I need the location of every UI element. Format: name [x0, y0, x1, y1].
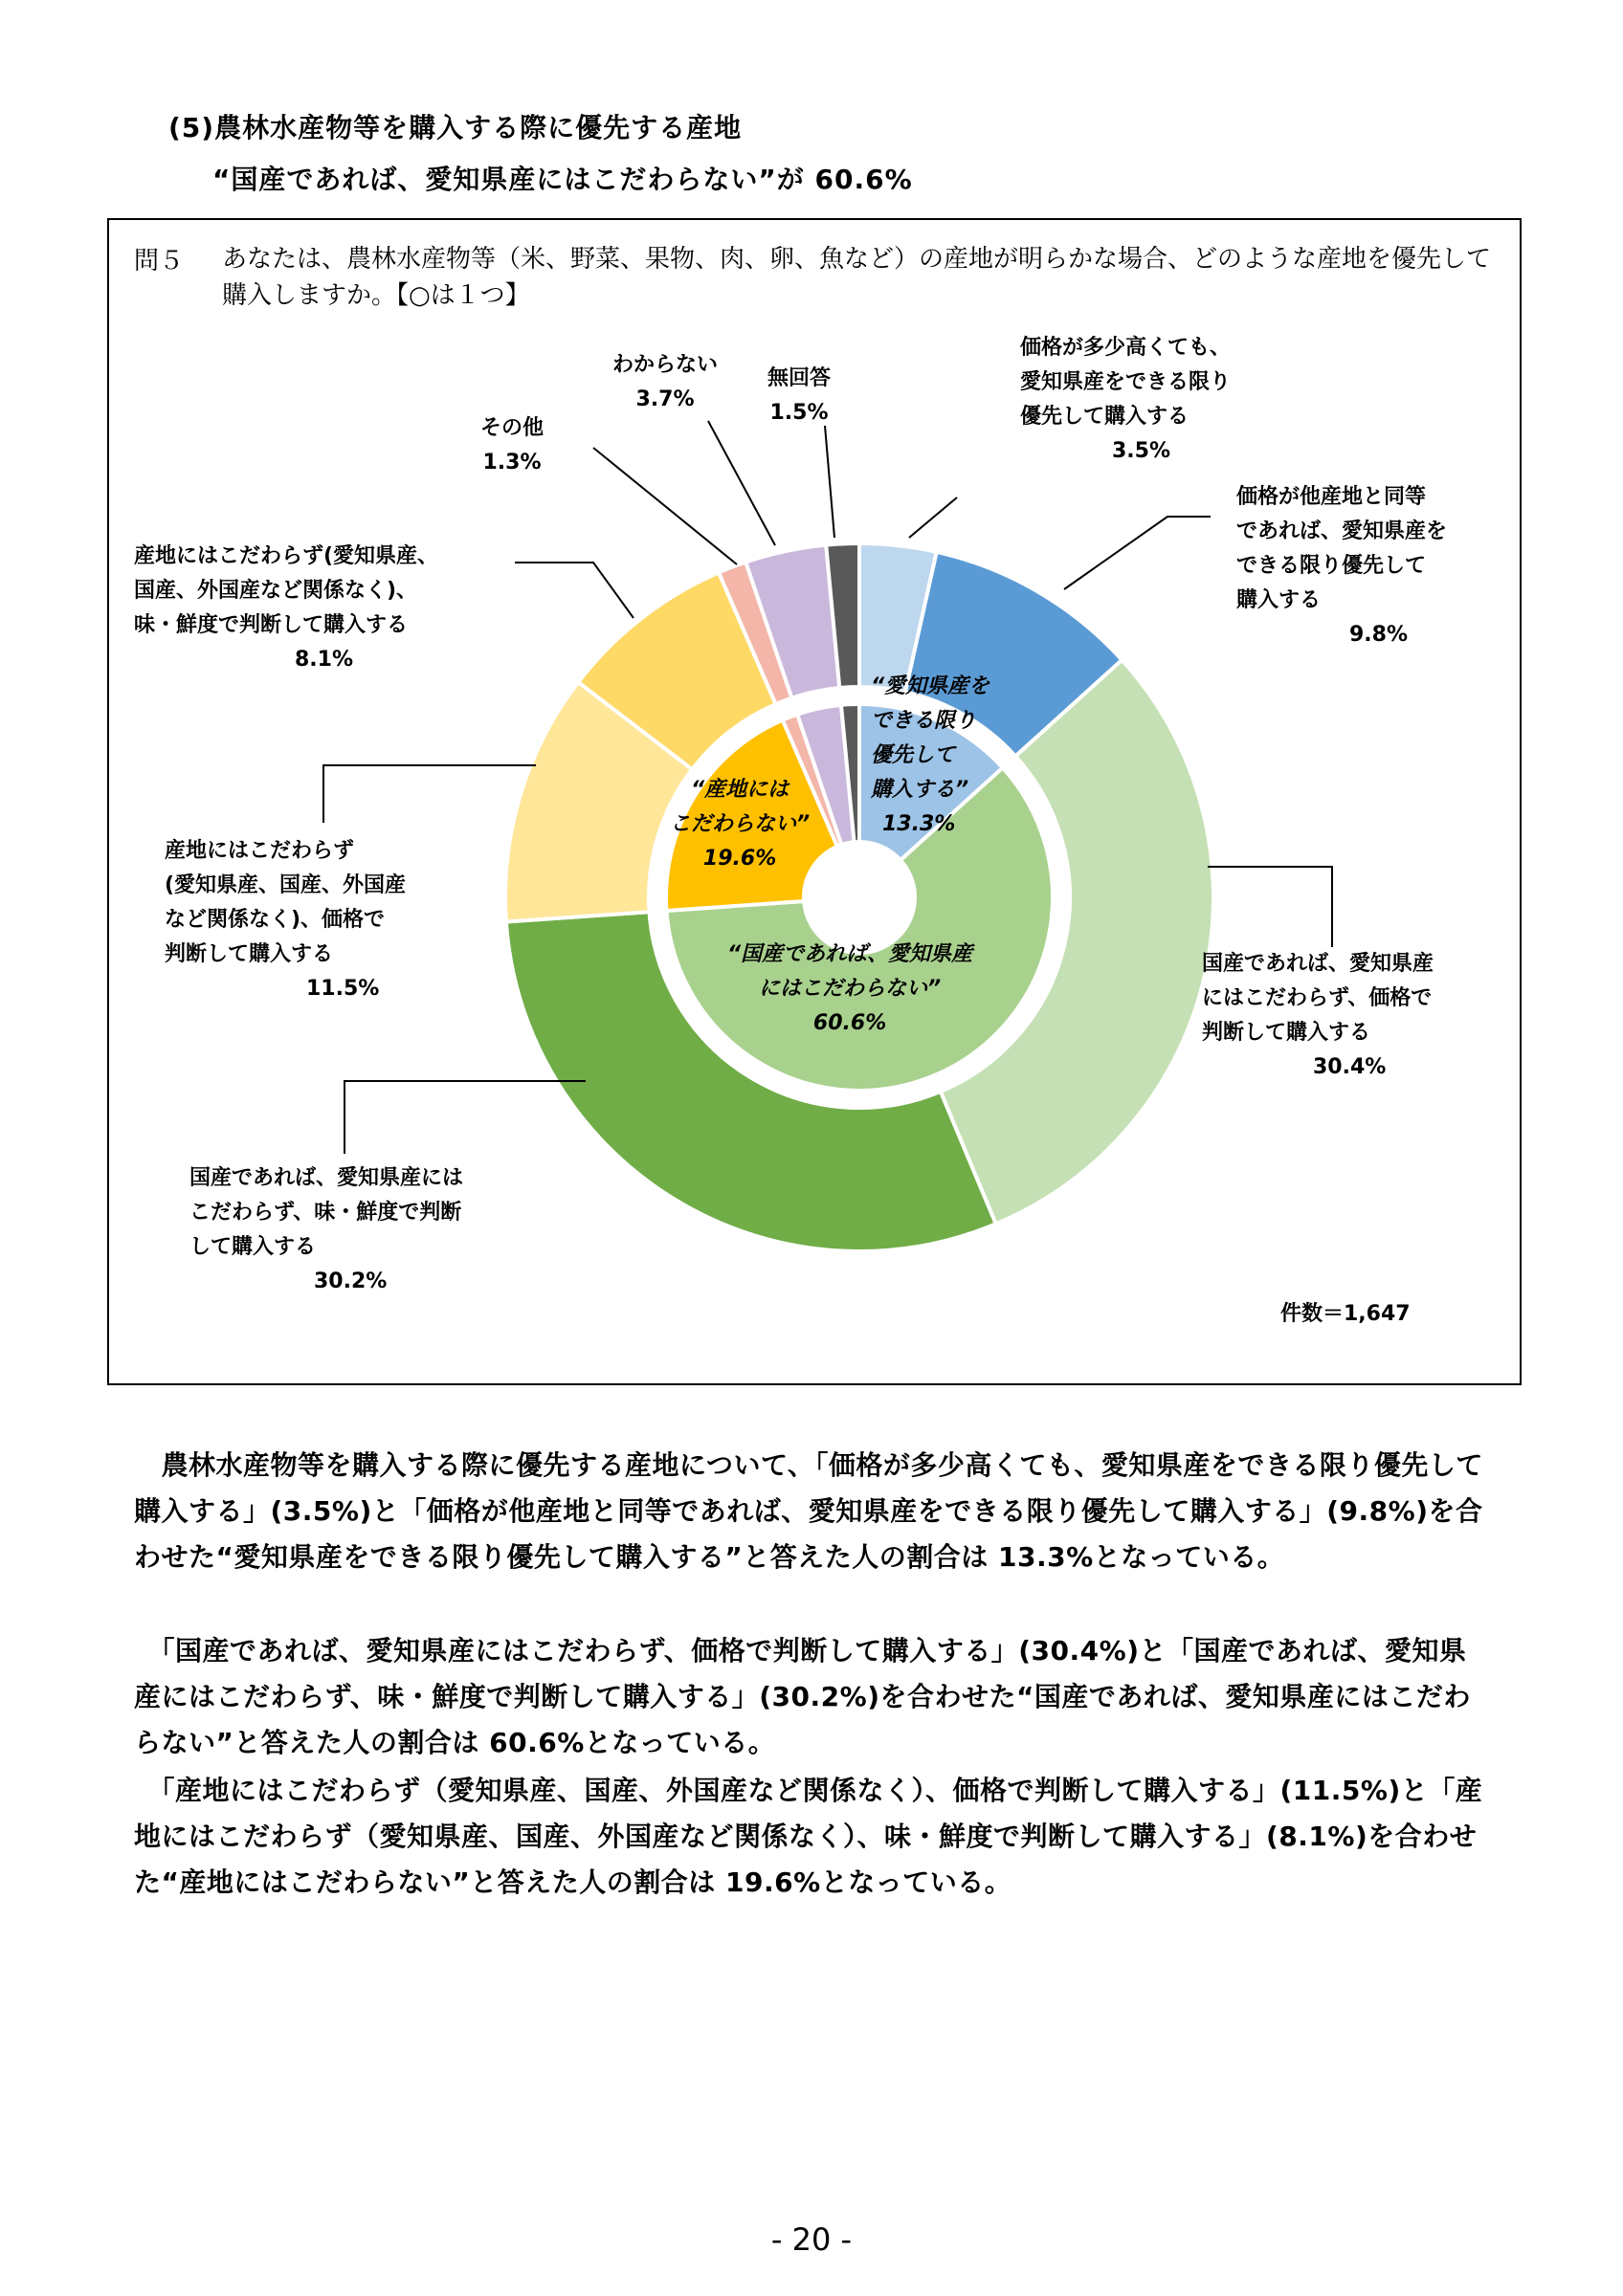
page-number: - 20 -: [770, 2221, 853, 2258]
paragraph: 農林水産物等を購入する際に優先する産地について、「価格が多少高くても、愛知県産をできる限り優先して購入する」(3.5%)と「価格が他産地と同等であれば、愛知県産をできる限り優先して購入する」(9.8%)を合わせた“愛知県産をできる限り優先して購入する”と答えた人の割合は 13.3%となっている。: [134, 1449, 1483, 1573]
label-line: など関係なく)、価格で: [165, 908, 386, 932]
label-line: 購入する: [1236, 588, 1322, 612]
leader-line-any-price: [323, 765, 536, 823]
label-same-price: [1236, 480, 1447, 652]
label-no-answer: [767, 362, 831, 430]
paragraph: 「産地にはこだわらず（愛知県産、国産、外国産など関係なく）、価格で判断して購入する」(11.5%)と「産地にはこだわらず（愛知県産、国産、外国産など関係なく）、味・鮮度で判断して購入する」(8.1%)を合わせた“産地にはこだわらない”と答えた人の割合は 19.6%となっている。: [134, 1775, 1483, 1898]
paragraph: 「国産であれば、愛知県産にはこだわらず、価格で判断して購入する」(30.4%)と「国産であれば、愛知県産にはこだわらず、味・鮮度で判断して購入する」(30.2%)を合わせた“国産であれば、愛知県産にはこだわらない”と答えた人の割合は 60.6%となっている。: [134, 1635, 1471, 1758]
label-line: その他: [480, 416, 545, 440]
label-line: 価格が多少高くても、: [1020, 336, 1232, 360]
label-line: 産地にはこだわらず(愛知県産、: [134, 544, 439, 568]
label-line: 無回答: [767, 366, 832, 390]
label-pct: 30.4%: [1313, 1055, 1387, 1079]
label-line: にはこだわらず、価格で: [1202, 986, 1433, 1010]
leader-line-dont-know: [708, 421, 775, 545]
label-any-price: [165, 834, 406, 1006]
question-number: 問５: [134, 247, 185, 276]
donut-hole: [804, 842, 915, 953]
label-line: 味・鮮度で判断して購入する: [134, 613, 409, 637]
label-line: 判断して購入する: [165, 942, 334, 966]
label-line: できる限り優先して: [1236, 554, 1427, 578]
label-line: 優先して購入する: [1020, 405, 1189, 429]
label-line: 愛知県産をできる限り: [1020, 370, 1232, 394]
label-pct: 30.2%: [314, 1269, 388, 1293]
label-line: “国産であれば、愛知県産: [727, 942, 973, 966]
leader-line-same-price: [1064, 517, 1211, 589]
section-subheading: “国産であれば、愛知県産にはこだわらない”が 60.6%: [212, 164, 913, 195]
label-line: “愛知県産を: [871, 674, 990, 698]
label-line: して購入する: [189, 1235, 317, 1259]
leader-line-other: [593, 448, 737, 564]
leader-line-domestic-price: [1208, 867, 1332, 947]
label-pct: 9.8%: [1349, 623, 1409, 647]
label-pct: 1.5%: [769, 401, 829, 425]
inner-label-aichi: [871, 670, 989, 842]
label-pct: 3.5%: [1112, 439, 1171, 463]
label-pct: 8.1%: [295, 648, 354, 672]
inner-label-any: [670, 773, 810, 876]
label-line: にはこだわらない”: [759, 977, 942, 1001]
label-pct: 3.7%: [635, 387, 695, 411]
section-heading: (5)農林水産物等を購入する際に優先する産地: [168, 112, 743, 144]
label-line: “産地には: [691, 778, 789, 802]
label-line: できる限り: [871, 709, 977, 733]
label-line: 価格が他産地と同等: [1236, 485, 1427, 509]
label-pct: 11.5%: [306, 977, 380, 1001]
label-pct: 1.3%: [482, 451, 542, 475]
label-line: 優先して: [871, 743, 956, 767]
label-other: [480, 411, 544, 480]
question-text: あなたは、農林水産物等（米、野菜、果物、肉、卵、魚など）の産地が明らかな場合、どのような産地を優先して購入しますか。【○は１つ】: [222, 245, 1492, 310]
label-any-taste: [134, 540, 438, 677]
label-domestic-price: [1202, 947, 1434, 1085]
leader-line-any-taste: [515, 563, 634, 618]
label-domestic-taste: [189, 1161, 463, 1299]
label-line: 判断して購入する: [1202, 1021, 1371, 1045]
label-line: であれば、愛知県産を: [1236, 519, 1448, 543]
label-line: (愛知県産、国産、外国産: [165, 873, 407, 897]
label-high-price: [1020, 331, 1231, 469]
label-pct: 13.3%: [882, 812, 956, 836]
label-line: わからない: [612, 353, 719, 377]
label-line: こだわらず、味・鮮度で判断: [189, 1201, 462, 1225]
label-line: 国産であれば、愛知県産には: [189, 1166, 464, 1190]
label-line: 国産、外国産など関係なく)、: [134, 579, 418, 603]
leader-line-domestic-taste: [345, 1081, 586, 1154]
label-line: 産地にはこだわらず: [165, 839, 355, 863]
label-line: 購入する”: [871, 778, 969, 802]
label-pct: 60.6%: [812, 1011, 887, 1035]
label-line: 国産であれば、愛知県産: [1202, 952, 1434, 976]
label-line: こだわらない”: [670, 812, 811, 836]
leader-line-no-answer: [825, 426, 834, 538]
label-pct: 19.6%: [702, 847, 777, 871]
sample-size: 件数＝1,647: [1280, 1302, 1411, 1326]
inner-label-domestic: [727, 938, 972, 1041]
leader-line-high-price: [909, 497, 957, 538]
label-dont-know: [612, 348, 718, 417]
